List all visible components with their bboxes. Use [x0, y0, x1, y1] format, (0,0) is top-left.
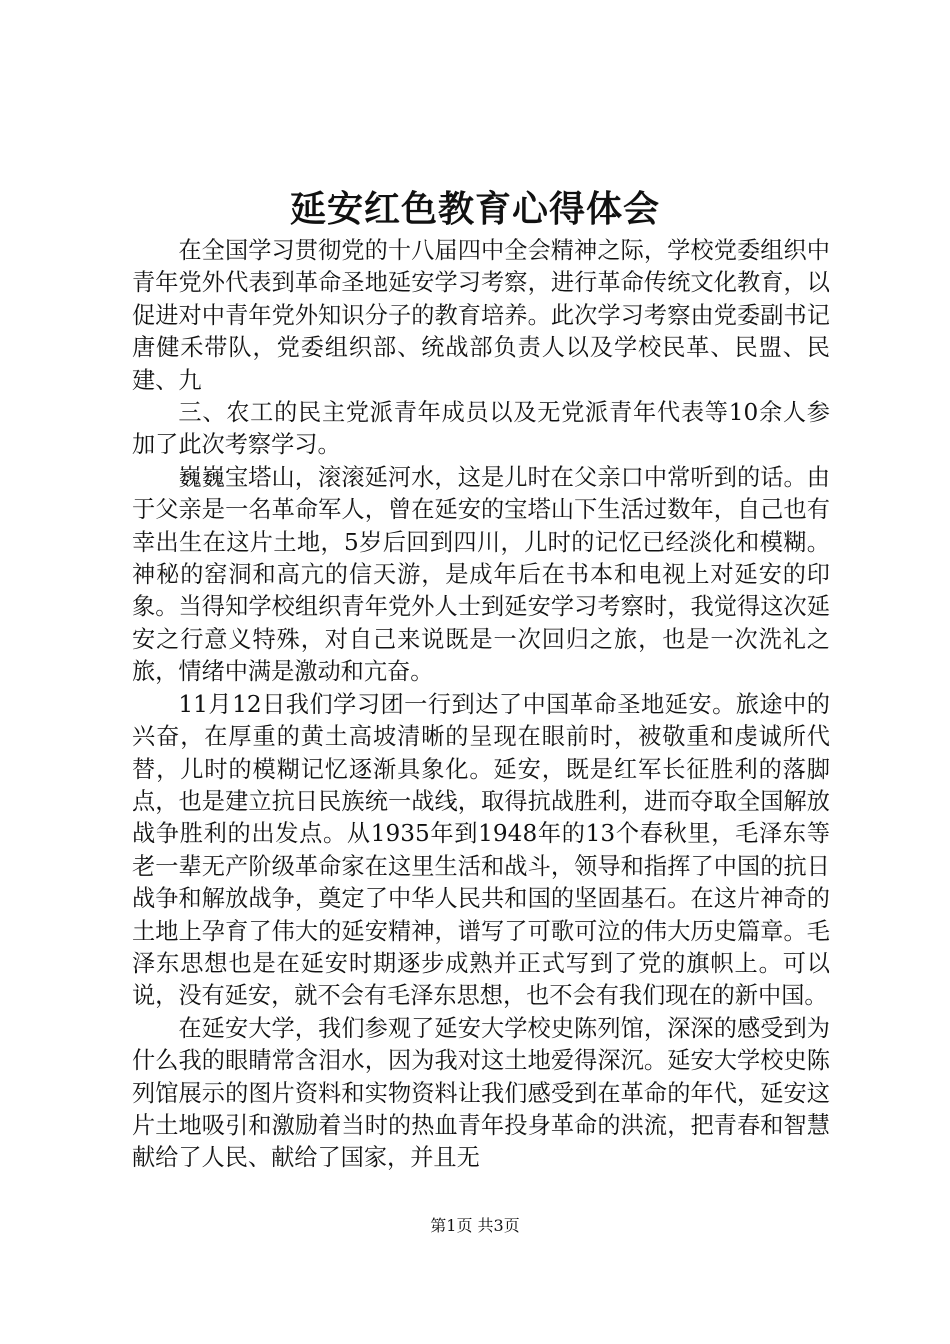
document-body	[132, 235, 830, 1175]
paragraph-1: 在全国学习贯彻党的十八届四中全会精神之际，学校党委组织中青年党外代表到革命圣地延安学习考察，进行革命传统文化教育，以促进对中青年党外知识分子的教育培养。此次学习考察由党委副书记唐健禾带队，党委组织部、统战部负责人以及学校民革、民盟、民建、九	[132, 237, 830, 394]
paragraph-4: 11月12日我们学习团一行到达了中国革命圣地延安。旅途中的兴奋，在厚重的黄土高坡清晰的呈现在眼前时，被敬重和虔诚所代替，儿时的模糊记忆逐渐具象化。延安，既是红军长征胜利的落脚点，也是建立抗日民族统一战线，取得抗战胜利，进而夺取全国解放战争胜利的出发点。从1935年到1948年的13个春秋里，毛泽东等老一辈无产阶级革命家在这里生活和战斗，领导和指挥了中国的抗日战争和解放战争，奠定了中华人民共和国的坚固基石。在这片神奇的土地上孕育了伟大的延安精神，谱写了可歌可泣的伟大历史篇章。毛泽东思想也是在延安时期逐步成熟并正式写到了党的旗帜上。可以说，没有延安，就不会有毛泽东思想，也不会有我们现在的新中国。	[132, 690, 830, 1010]
page-number-footer: 第1页 共3页	[430, 1216, 520, 1235]
paragraph-2: 三、农工的民主党派青年成员以及无党派青年代表等10余人参加了此次考察学习。	[132, 399, 830, 459]
paragraph-5: 在延安大学，我们参观了延安大学校史陈列馆，深深的感受到为什么我的眼睛常含泪水，因为我对这土地爱得深沉。延安大学校史陈列馆展示的图片资料和实物资料让我们感受到在革命的年代，延安这片土地吸引和激励着当时的热血青年投身革命的洪流，把青春和智慧献给了人民、献给了国家，并且无	[132, 1014, 830, 1172]
document-title: 延安红色教育心得体会	[289, 188, 660, 230]
paragraph-3: 巍巍宝塔山，滚滚延河水，这是儿时在父亲口中常听到的话。由于父亲是一名革命军人，曾在延安的宝塔山下生活过数年，自己也有幸出生在这片土地，5岁后回到四川，儿时的记忆已经淡化和模糊。神秘的窑洞和高亢的信天游，是成年后在书本和电视上对延安的印象。当得知学校组织青年党外人士到延安学习考察时，我觉得这次延安之行意义特殊，对自己来说既是一次回归之旅，也是一次洗礼之旅，情绪中满是激动和亢奋。	[132, 463, 830, 686]
